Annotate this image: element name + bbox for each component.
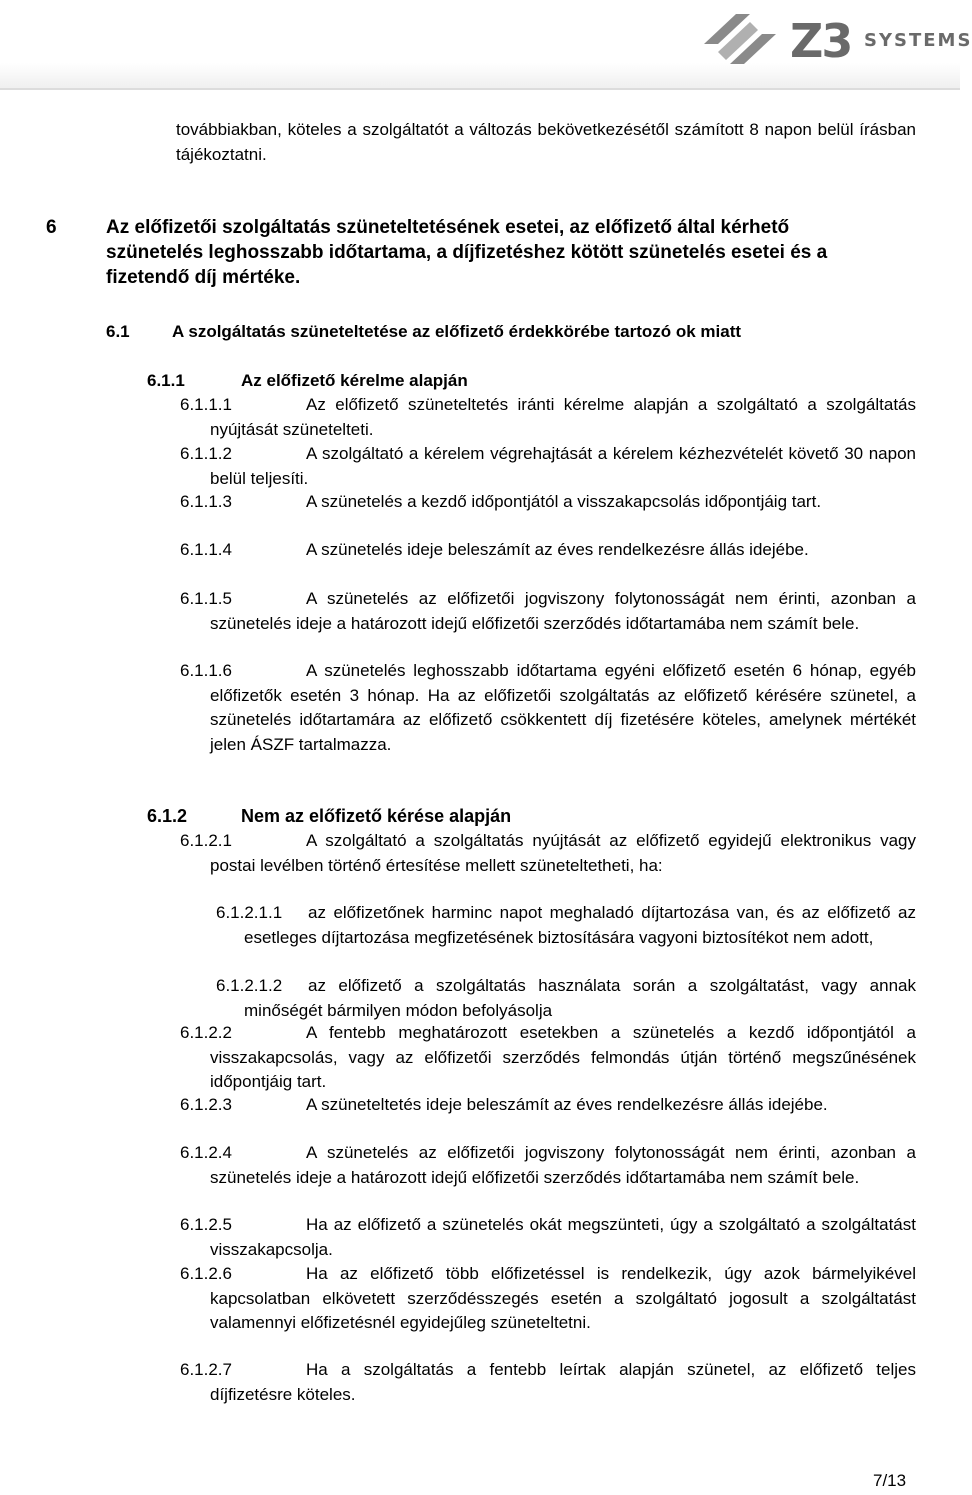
list-item: Ha az előfizető több előfizetéssel is rendelkezik, úgy azok bármelyikével kapcsolatban elkövetett szerződésszegés esetén a szolgáltató jogosult a szolgáltatást valamennyi előfizetésnél egyidejűleg szüneteltetni. xyxy=(210,1264,916,1333)
section-6-1-title: A szolgáltatás szüneteltetése az előfizető érdekkörébe tartozó ok miatt xyxy=(172,322,742,341)
sub-list-item: az előfizető a szolgáltatás használata során a szolgáltatást, vagy annak minőségét bármilyen módon befolyásolja xyxy=(244,976,916,1020)
list-item: A szünetelés leghosszabb időtartama egyéni előfizető esetén 6 hónap, egyéb előfizetők esetén 3 hónap. Ha az előfizetői szolgáltatás az előfizető kérésére szünetel, a szünetelés időtartamára az előfizető csökkentett díj fizetésére köteles, amelynek mértékét jelen ÁSZF tartalmazza. xyxy=(210,661,916,754)
list-item: A fentebb meghatározott esetekben a szünetelés a kezdő időpontjától a visszakapcsolás, vagy az előfizetői szerződés felmondás útján történő megszűnésének időpontjáig tart. xyxy=(210,1023,916,1092)
item-number: 6.1.2.2 xyxy=(180,1023,232,1042)
item-number: 6.1.1.4 xyxy=(180,540,232,559)
item-number: 6.1.2.1 xyxy=(180,831,232,850)
section-6-1-2-number: 6.1.2 xyxy=(147,806,188,826)
section-6-title: Az előfizetői szolgáltatás szüneteltetésének esetei, az előfizető által kérhető szünetelés leghosszabb időtartama, a díjfizetéshez kötött szünetelés esetei és a fizetendő díj mértéke. xyxy=(106,217,828,288)
list-item: A szolgáltató a kérelem végrehajtását a kérelem kézhezvételét követő 30 napon belül teljesíti. xyxy=(210,444,916,488)
list-item: A szünetelés ideje beleszámít az éves rendelkezésre állás idejébe. xyxy=(306,540,809,559)
section-6-number: 6 xyxy=(46,217,57,238)
section-6-1-1-number: 6.1.1 xyxy=(147,371,185,390)
item-number: 6.1.1.1 xyxy=(180,395,232,414)
sub-item-number: 6.1.2.1.2 xyxy=(216,976,283,995)
list-item: A szünetelés az előfizetői jogviszony folytonosságát nem érinti, azonban a szünetelés ideje a határozott idejű előfizetői szerződés időtartamába nem számít bele. xyxy=(210,589,916,633)
sub-item-number: 6.1.2.1.1 xyxy=(216,903,283,922)
item-number: 6.1.2.4 xyxy=(180,1143,232,1162)
item-number: 6.1.1.5 xyxy=(180,589,232,608)
logo-systems-text: SYSTEMS xyxy=(864,30,972,51)
item-number: 6.1.1.3 xyxy=(180,492,232,511)
list-item: A szünetelés a kezdő időpontjától a visszakapcsolás időpontjáig tart. xyxy=(306,492,822,511)
item-number: 6.1.1.6 xyxy=(180,661,232,680)
list-item: Ha a szolgáltatás a fentebb leírtak alapján szünetel, az előfizető teljes díjfizetésre köteles. xyxy=(210,1360,916,1404)
item-number: 6.1.2.3 xyxy=(180,1095,232,1114)
page-number: 7/13 xyxy=(873,1471,907,1490)
section-6-1-2-title: Nem az előfizető kérése alapján xyxy=(241,806,512,826)
sub-list-item: az előfizetőnek harminc napot meghaladó díjtartozása van, és az előfizető az esetleges díjtartozása megfizetésének biztosítására vagyoni biztosítékot nem adott, xyxy=(244,903,916,947)
item-number: 6.1.2.7 xyxy=(180,1360,232,1379)
item-number: 6.1.1.2 xyxy=(180,444,232,463)
item-number: 6.1.2.6 xyxy=(180,1264,232,1283)
intro-paragraph: továbbiakban, köteles a szolgáltatót a változás bekövetkezésétől számított 8 napon belül írásban tájékoztatni. xyxy=(176,120,916,164)
list-item: Ha az előfizető a szünetelés okát megszünteti, úgy a szolgáltató a szolgáltatást visszakapcsolja. xyxy=(210,1215,916,1259)
logo-wordmark: Z3 xyxy=(790,14,852,68)
list-item: A szünetelés az előfizetői jogviszony folytonosságát nem érinti, azonban a szünetelés ideje a határozott idejű előfizetői szerződés időtartamába nem számít bele. xyxy=(210,1143,916,1187)
header-divider xyxy=(0,88,960,90)
list-item: A szolgáltató a szolgáltatás nyújtását az előfizető egyidejű elektronikus vagy postai levélben történő értesítése mellett szüneteltetheti, ha: xyxy=(210,831,916,875)
list-item: Az előfizető szüneteltetés iránti kérelme alapján a szolgáltató a szolgáltatás nyújtását szünetelteti. xyxy=(210,395,916,439)
item-number: 6.1.2.5 xyxy=(180,1215,232,1234)
list-item: A szüneteltetés ideje beleszámít az éves rendelkezésre állás idejébe. xyxy=(306,1095,828,1114)
section-6-1-number: 6.1 xyxy=(106,322,130,341)
section-6-1-1-title: Az előfizető kérelme alapján xyxy=(241,371,468,390)
